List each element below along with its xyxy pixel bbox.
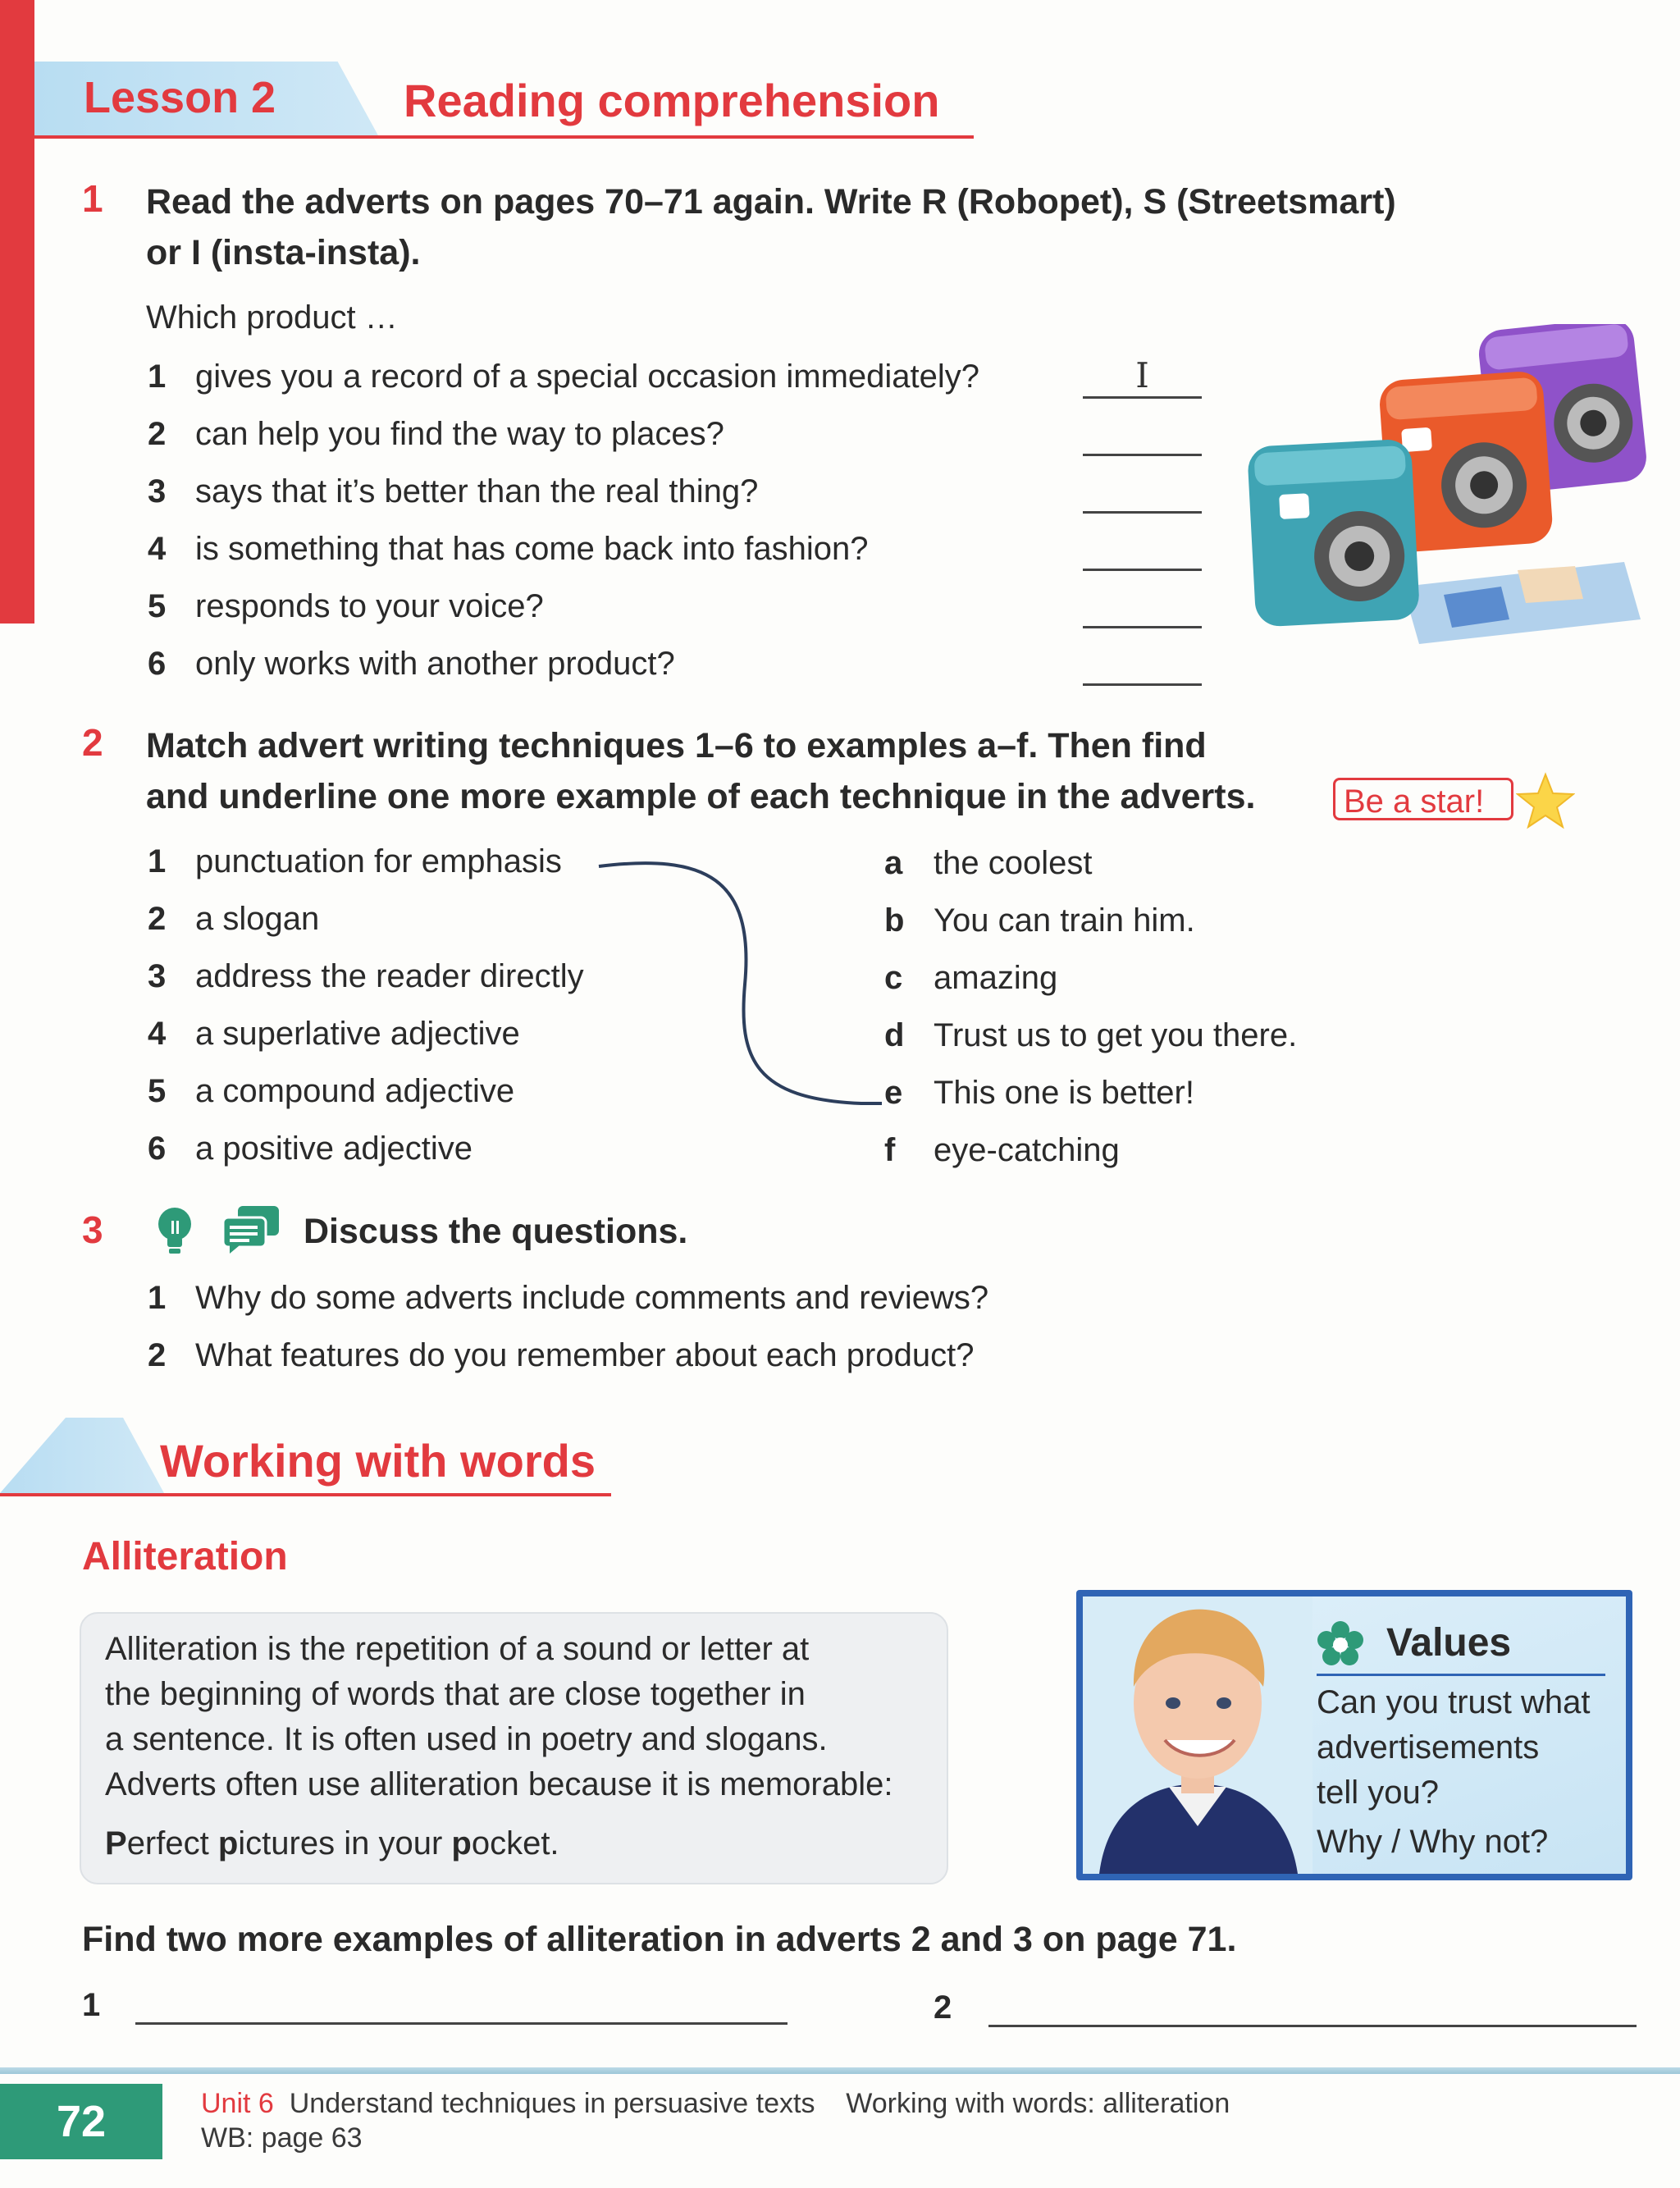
values-line: advertisements: [1317, 1729, 1540, 1765]
example-letter-p: p: [217, 1825, 239, 1861]
exercise-3-number: 3: [82, 1208, 103, 1251]
question-num: 2: [148, 1337, 167, 1373]
technique-num: 4: [148, 1016, 167, 1052]
info-line: Adverts often use alliteration because it is memorable:: [105, 1766, 893, 1802]
technique-num: 6: [148, 1131, 167, 1167]
info-line: Alliteration is the repetition of a sound or letter at: [105, 1631, 810, 1667]
ex1-item-num: 6: [148, 646, 167, 682]
ex1-item-num: 4: [148, 531, 167, 567]
example-text: the coolest: [934, 845, 1093, 881]
subsection-title: Alliteration: [82, 1535, 288, 1578]
page-title: Reading comprehension: [404, 75, 940, 126]
example-letter: d: [884, 1017, 905, 1053]
footer-workbook: WB: page 63: [201, 2122, 363, 2154]
values-title: Values: [1386, 1621, 1512, 1665]
values-line: tell you?: [1317, 1775, 1439, 1811]
lightbulb-icon: [156, 1206, 194, 1255]
exercise-1-prompt: Which product …: [146, 299, 398, 336]
example-word-part: ocket.: [471, 1825, 559, 1861]
exercise-2-instruction: [146, 720, 1255, 822]
answer-line-1[interactable]: [135, 2022, 788, 2025]
ex1-item-num: 3: [148, 473, 167, 509]
lesson-label: Lesson 2: [84, 73, 276, 122]
question-text: Why do some adverts include comments and reviews?: [195, 1280, 989, 1316]
ex1-answer-line[interactable]: [1083, 396, 1202, 399]
answer-line-2[interactable]: [988, 2025, 1637, 2027]
footer-objective: Understand techniques in persuasive texts: [289, 2088, 815, 2119]
page-number: 72: [56, 2097, 107, 2146]
example-letter: f: [884, 1132, 896, 1168]
example-text: You can train him.: [934, 902, 1195, 939]
example-text: This one is better!: [934, 1075, 1194, 1111]
example-letter: c: [884, 960, 903, 996]
be-a-star-badge: Be a star!: [1333, 778, 1513, 820]
info-line: a sentence. It is often used in poetry and slogans.: [105, 1721, 828, 1757]
section-banner: [0, 1418, 164, 1493]
exercise-1-instruction-line-2: or I (insta-insta).: [146, 233, 421, 272]
exercise-1-instruction: [146, 176, 1396, 278]
ex1-item-text: gives you a record of a special occasion immediately?: [195, 359, 980, 395]
chat-icon: [221, 1204, 281, 1254]
technique-num: 2: [148, 901, 167, 937]
example-text: Trust us to get you there.: [934, 1017, 1298, 1053]
technique-num: 1: [148, 843, 167, 879]
technique-text: a positive adjective: [195, 1131, 472, 1167]
values-line: Can you trust what: [1317, 1684, 1591, 1720]
example-text: amazing: [934, 960, 1058, 996]
match-line: [591, 853, 894, 1116]
ex1-item-text: is something that has come back into fashion?: [195, 531, 869, 567]
ex1-item-num: 1: [148, 359, 167, 395]
ex1-answer-line[interactable]: [1083, 454, 1202, 456]
technique-text: address the reader directly: [195, 958, 584, 994]
ex1-answer-line[interactable]: [1083, 683, 1202, 686]
exercise-2-instruction-line-1: Match advert writing techniques 1–6 to examples a–f. Then find: [146, 726, 1207, 765]
technique-text: a superlative adjective: [195, 1016, 520, 1052]
example-letter-p: P: [105, 1825, 127, 1861]
section-rule: [0, 1493, 611, 1496]
values-line: Why / Why not?: [1317, 1824, 1549, 1860]
answer-label-1: 1: [82, 1987, 101, 2023]
footer-rule: [0, 2067, 1680, 2074]
exercise-3-instruction: Discuss the questions.: [304, 1212, 688, 1251]
ex1-item-num: 5: [148, 588, 167, 624]
example-word-part: erfect: [126, 1825, 218, 1861]
flower-icon: [1317, 1620, 1364, 1668]
star-icon: [1516, 771, 1575, 830]
boy-photo: [1083, 1596, 1312, 1874]
footer-unit: Unit 6: [201, 2088, 274, 2119]
ex1-item-text: says that it’s better than the real thing?: [195, 473, 759, 509]
camera-illustration: [1230, 324, 1657, 660]
ex1-answer-line[interactable]: [1083, 511, 1202, 514]
ex1-item-text: can help you find the way to places?: [195, 416, 724, 452]
technique-num: 3: [148, 958, 167, 994]
find-instruction: Find two more examples of alliteration in adverts 2 and 3 on page 71.: [82, 1920, 1237, 1959]
footer-line-1: [201, 2088, 1230, 2120]
technique-text: a compound adjective: [195, 1073, 515, 1109]
question-num: 1: [148, 1280, 167, 1316]
ex1-answer-line[interactable]: [1083, 569, 1202, 571]
footer-focus: Working with words: alliteration: [846, 2088, 1230, 2119]
example-letter-p: p: [451, 1825, 472, 1861]
header-rule: [34, 135, 974, 139]
example-letter: b: [884, 902, 905, 939]
exercise-1-number: 1: [82, 177, 103, 220]
technique-text: punctuation for emphasis: [195, 843, 562, 879]
example-word-part: ictures in your: [238, 1825, 452, 1861]
example-text: eye-catching: [934, 1132, 1120, 1168]
info-line: the beginning of words that are close together in: [105, 1676, 806, 1712]
ex1-answer-value: I: [1135, 355, 1149, 395]
example-letter: a: [884, 845, 903, 881]
alliteration-example: [105, 1825, 559, 1862]
ex1-item-text: only works with another product?: [195, 646, 675, 682]
technique-num: 5: [148, 1073, 167, 1109]
values-rule: [1317, 1674, 1605, 1676]
section-title: Working with words: [160, 1435, 596, 1487]
exercise-1-instruction-line-1: Read the adverts on pages 70–71 again. Write R (Robopet), S (Streetsmart): [146, 182, 1396, 222]
answer-label-2: 2: [934, 1989, 952, 2026]
example-letter: e: [884, 1075, 903, 1111]
technique-text: a slogan: [195, 901, 320, 937]
ex1-item-text: responds to your voice?: [195, 588, 544, 624]
ex1-answer-line[interactable]: [1083, 626, 1202, 628]
question-text: What features do you remember about each product?: [195, 1337, 975, 1373]
exercise-2-instruction-line-2: and underline one more example of each technique in the adverts.: [146, 777, 1256, 816]
exercise-2-number: 2: [82, 721, 103, 764]
left-accent-strip: [0, 0, 34, 624]
ex1-item-num: 2: [148, 416, 167, 452]
